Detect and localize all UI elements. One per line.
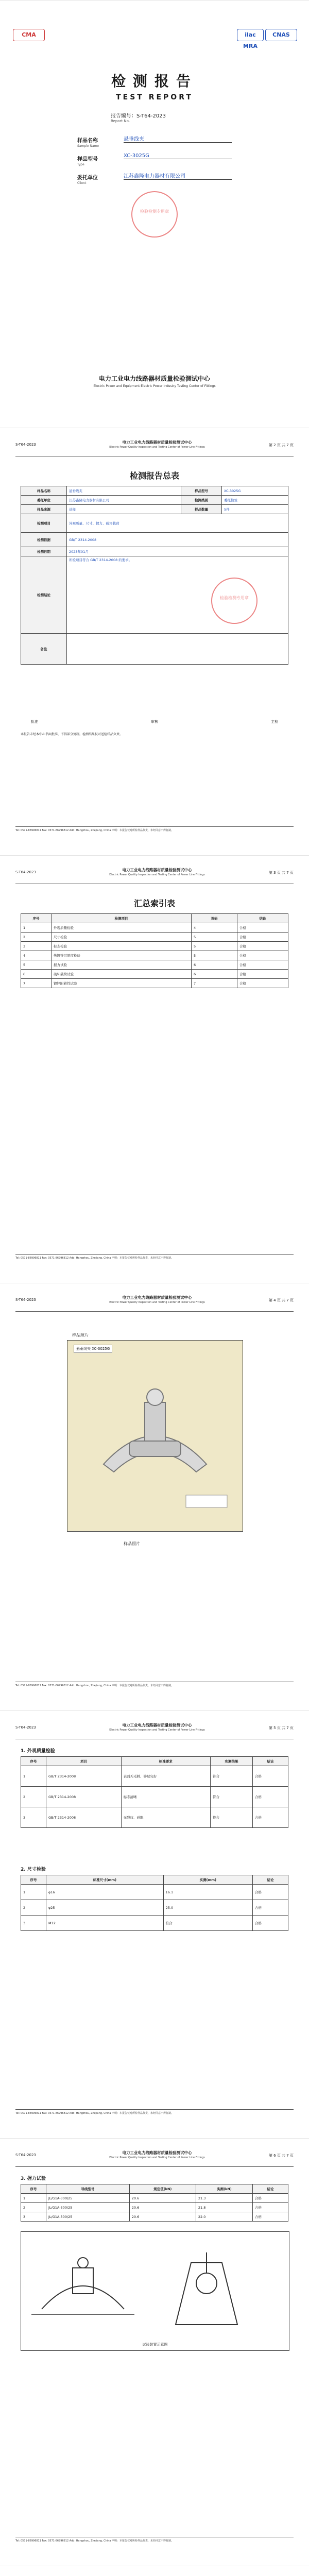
cover-org: 电力工业电力线路器材质量检验测试中心 (98, 375, 210, 382)
photo-page (0, 1283, 309, 1706)
table-row: 1 GB/T 2314-2008 表面无毛刺、锌层完好 符合 合格 (21, 1766, 288, 1787)
index-title: 汇总索引表 (133, 899, 175, 908)
appearance-table (21, 1756, 288, 1828)
ilac-logo: ilac MRA (237, 29, 264, 41)
page-footer: Tel: 0571-86996811 Fax: 0571-86996812 Add: Hangzhou, Zhejiang, China 声明：本报告仅对所检样品负责，未经同意不得复制。 (15, 1682, 294, 1688)
page-footer: Tel: 0571-86996811 Fax: 0571-86996812 Add: Hangzhou, Zhejiang, China 声明：本报告仅对所检样品负责，未经同意不得复制。 (15, 2109, 294, 2115)
report-number: 报告编号：S-T64-2023 (111, 113, 166, 119)
table-header-row: 序号 项目 标准要求 实测结果 结论 (21, 1757, 288, 1766)
table-row: 委托单位 江苏鑫隆电力器材有限公司 检测类别 委托检验 (21, 496, 288, 505)
break-load-page (0, 2566, 309, 2576)
cnas-logo: CNAS (265, 29, 297, 41)
page-footer: Tel: 0571-86996811 Fax: 0571-86996812 Add: Hangzhou, Zhejiang, China 声明：本报告仅对所检样品负责，未经同意不得复制。 (15, 1254, 294, 1260)
cover-title-en: TEST REPORT (116, 93, 193, 101)
table-header-row: 序号 导线型号 规定值(kN) 实测(kN) 结论 (21, 2184, 288, 2194)
table-row: 3 JL/G1A-300/25 20.6 22.0 合格 (21, 2212, 288, 2222)
table-row: 3 标志检验 5 合格 (21, 942, 288, 951)
dimension-table (21, 1875, 288, 1931)
table-row: 备注 (21, 634, 288, 665)
section-title: 1. 外观质量检验 (21, 1749, 55, 1754)
figure-label: 试验装置示意图 (142, 2343, 168, 2347)
photo-caption: 样品照片 (72, 1333, 89, 1337)
grip-table (21, 2184, 288, 2222)
field-sample-name: 样品名称 悬垂线夹 Sample Name (77, 134, 232, 153)
page-header: S-T64-2023 电力工业电力线路器材质量检验测试中心 Electric Power Quality Inspection and Testing Center of Power Line Fittings 第 3 页 共 7 页 (15, 866, 294, 884)
page-footer: Tel: 0571-86996811 Fax: 0571-86996812 Add: Hangzhou, Zhejiang, China 声明：本报告仅对所检样品负责，未经同意不得复制。 (15, 826, 294, 833)
table-row: 检测日期 2023年01月 (21, 547, 288, 556)
summary-table (21, 486, 288, 665)
summary-title: 检测报告总表 (129, 471, 179, 481)
table-row: 1 JL/G1A-300/25 20.6 21.3 合格 (21, 2194, 288, 2203)
table-row: 7 镀锌附着性试验 7 合格 (21, 979, 288, 988)
appearance-page (0, 1710, 309, 2133)
summary-stamp: 检验检测专用章 (211, 578, 258, 624)
table-row: 检测依据 GB/T 2314-2008 (21, 533, 288, 547)
table-row: 6 破坏载荷试验 6 合格 (21, 970, 288, 979)
report-number-en: Report No. (111, 119, 130, 123)
table-header-row: 序号 检测项目 页码 结论 (21, 914, 288, 923)
cover-title: 检测报告 (111, 73, 198, 90)
section-title: 3. 握力试验 (21, 2176, 46, 2181)
photo-label: 悬垂线夹 XC-3025G (74, 1345, 112, 1353)
table-row: 1 外观质量检验 4 合格 (21, 923, 288, 933)
signatures: 批准 审核 主检 (31, 720, 278, 724)
summary-page (0, 428, 309, 851)
test-setup-drawing (21, 2232, 289, 2350)
cover-stamp: 检验检测专用章 (131, 191, 178, 238)
summary-note: 本报告未经本中心书面批准，不得部分复制。检测结果仅对送检样品负责。 (21, 733, 123, 736)
cma-logo: CMA (13, 29, 45, 41)
photo-frame (67, 1340, 243, 1532)
cover-fields (77, 134, 232, 190)
photo-footer-caption: 样品照片 (124, 1541, 140, 1546)
table-row: 检测结论 所检项目符合 GB/T 2314-2008 的要求。 (21, 556, 288, 634)
table-row: 1 φ16 16.1 合格 (21, 1885, 288, 1900)
table-row: 样品来源 送样 样品数量 5件 (21, 505, 288, 514)
table-row: 2 JL/G1A-300/25 20.6 21.8 合格 (21, 2203, 288, 2212)
cover-page (0, 0, 309, 423)
page-header: S-T64-2023 电力工业电力线路器材质量检验测试中心 Electric Power Quality Inspection and Testing Center of Power Line Fittings 第 6 页 共 7 页 (15, 2149, 294, 2167)
table-header-row: 序号 标准尺寸(mm) 实测(mm) 结论 (21, 1875, 288, 1885)
table-row: 5 握力试验 6 合格 (21, 960, 288, 970)
table-row: 3 GB/T 2314-2008 无裂纹、砂眼 符合 合格 (21, 1807, 288, 1828)
figure-frame (21, 2231, 289, 2351)
field-type: 样品型号 XC-3025G Type (77, 153, 232, 172)
field-client: 委托单位 江苏鑫隆电力器材有限公司 Client (77, 172, 232, 190)
clamp-photo (67, 1341, 243, 1531)
grip-test-page (0, 2138, 309, 2561)
table-row: 4 热镀锌层厚度检验 5 合格 (21, 951, 288, 960)
section-title-2: 2. 尺寸检验 (21, 1867, 46, 1872)
table-row: 检测项目 外观质量、尺寸、握力、破坏载荷 (21, 514, 288, 533)
index-table (21, 913, 288, 988)
table-row: 2 φ25 25.0 合格 (21, 1900, 288, 1916)
page-header: S-T64-2023 电力工业电力线路器材质量检验测试中心 Electric Power Quality Inspection and Testing Center of Power Line Fittings 第 2 页 共 7 页 (15, 438, 294, 456)
cover-org-en: Electric Power and Equipment Electric Power Industry Testing Center of Fittings (93, 384, 216, 388)
table-row: 2 GB/T 2314-2008 标志清晰 符合 合格 (21, 1787, 288, 1807)
table-row: 样品名称 悬垂线夹 样品型号 XC-3025G (21, 486, 288, 496)
table-row: 3 M12 符合 合格 (21, 1916, 288, 1931)
table-row: 2 尺寸检验 5 合格 (21, 933, 288, 942)
index-page (0, 855, 309, 1278)
page-header: S-T64-2023 电力工业电力线路器材质量检验测试中心 Electric Power Quality Inspection and Testing Center of Power Line Fittings 第 5 页 共 7 页 (15, 1721, 294, 1739)
page-header: S-T64-2023 电力工业电力线路器材质量检验测试中心 Electric Power Quality Inspection and Testing Center of Power Line Fittings 第 4 页 共 7 页 (15, 1294, 294, 1312)
page-footer: Tel: 0571-86996811 Fax: 0571-86996812 Add: Hangzhou, Zhejiang, China 声明：本报告仅对所检样品负责，未经同意不得复制。 (15, 2537, 294, 2543)
